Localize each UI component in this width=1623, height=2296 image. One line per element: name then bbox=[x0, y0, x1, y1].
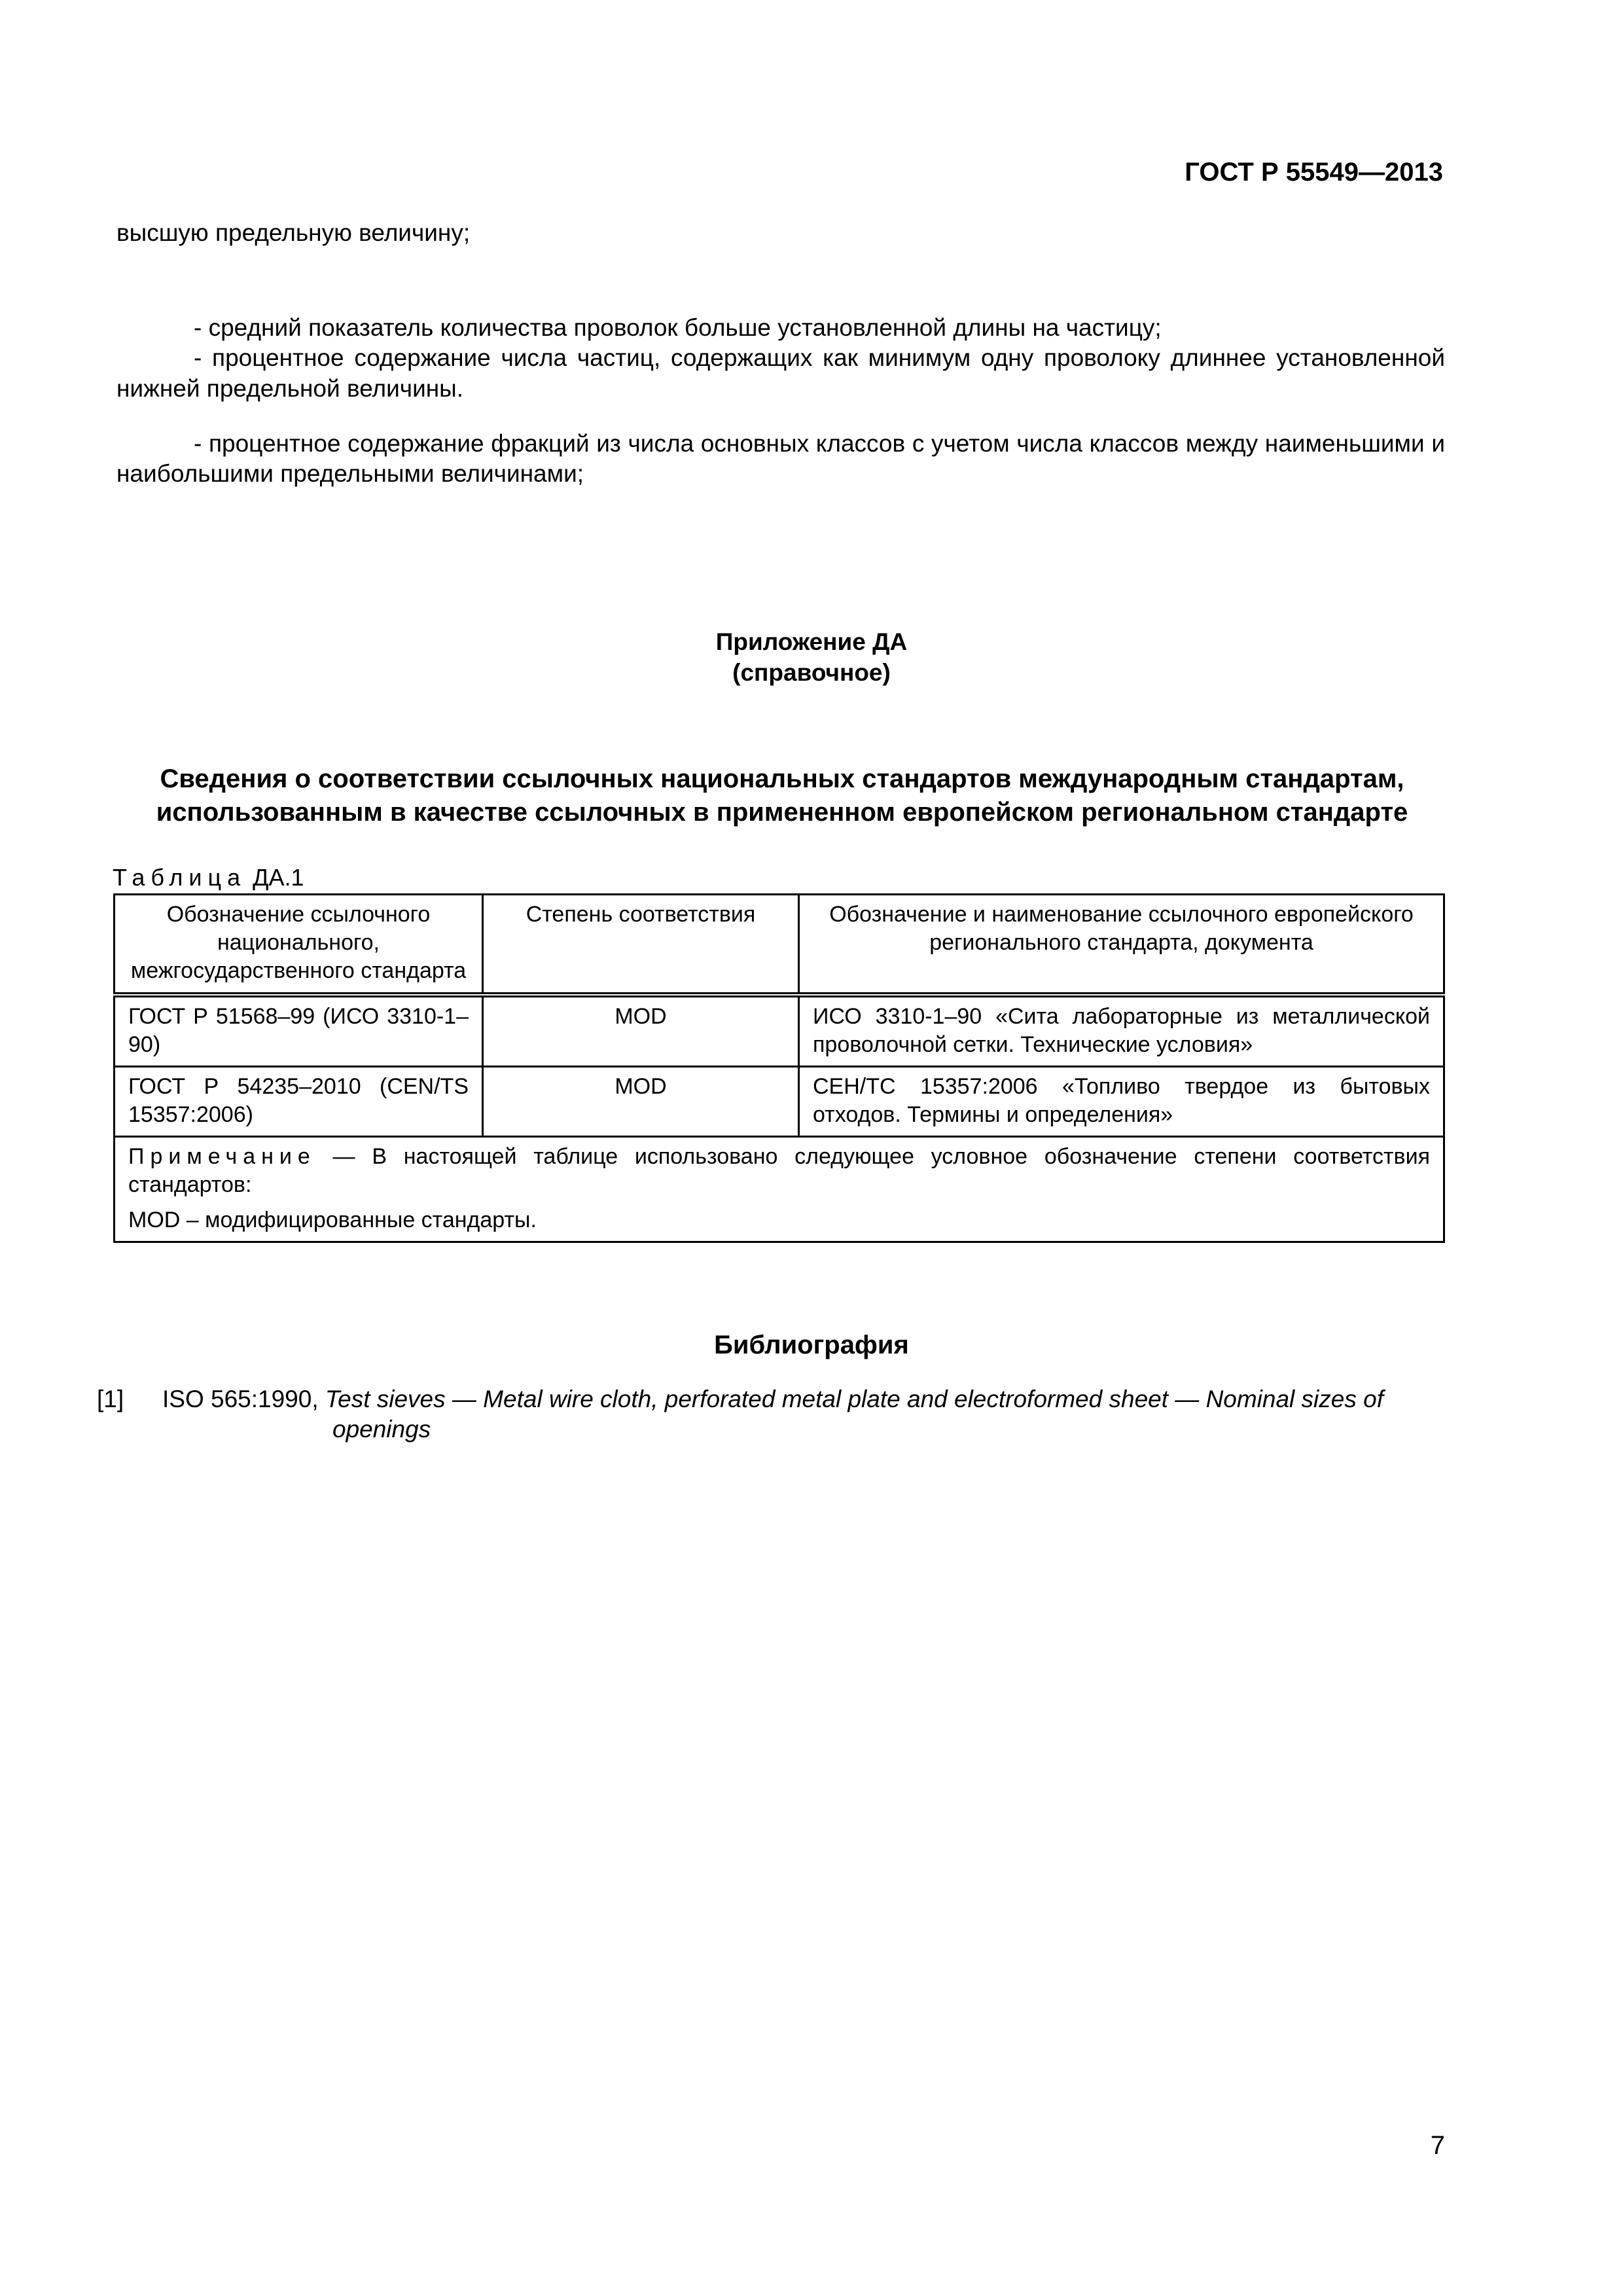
appendix-title-line: использованным в качестве ссылочных в примененном европейском региональном стандарте bbox=[156, 797, 1408, 827]
table-note bbox=[115, 1137, 1444, 1242]
cell-european: ИСО 3310-1–90 «Сита лабораторные из металлической проволочной сетки. Технические условия» bbox=[799, 995, 1444, 1067]
cell-degree: MOD bbox=[483, 1066, 799, 1136]
appendix-title-line: Сведения о соответствии ссылочных национальных стандартов международным стандартам, bbox=[160, 764, 1404, 793]
correspondence-table bbox=[113, 893, 1445, 1243]
table-header-row bbox=[115, 895, 1444, 995]
cell-national: ГОСТ Р 54235–2010 (CEN/TS 15357:2006) bbox=[115, 1066, 483, 1136]
document-id-header: ГОСТ Р 55549—2013 bbox=[1185, 158, 1443, 187]
criteria-list bbox=[116, 313, 1445, 489]
cell-national: ГОСТ Р 51568–99 (ИСО 3310-1–90) bbox=[115, 995, 483, 1067]
table-caption-word: Таблица bbox=[113, 864, 247, 891]
table-note-row bbox=[115, 1137, 1444, 1242]
cell-european: СЕН/ТС 15357:2006 «Топливо твердое из бытовых отходов. Термины и определения» bbox=[799, 1066, 1444, 1136]
table-caption-number: ДА.1 bbox=[246, 864, 304, 891]
appendix-heading bbox=[0, 627, 1623, 689]
note-paragraph bbox=[128, 1143, 1430, 1199]
table-caption bbox=[113, 863, 304, 892]
list-item: - средний показатель количества проволок больше установленной длины на частицу; bbox=[194, 314, 1162, 341]
bibliography-id: ISO 565:1990, bbox=[162, 1386, 319, 1412]
page-number: 7 bbox=[1430, 2131, 1445, 2160]
note-mod-definition: MOD – модифицированные стандарты. bbox=[128, 1207, 537, 1232]
bibliography-number: [1] bbox=[97, 1386, 124, 1412]
header-european-standard: Обозначение и наименование ссылочного европейского регионального стандарта, документа bbox=[799, 895, 1444, 995]
list-item: - процентное содержание фракций из числа основных классов с учетом числа классов между наименьшими и наибольшими предельными величинами; bbox=[116, 429, 1445, 487]
note-label: Примечание bbox=[128, 1144, 316, 1170]
appendix-title bbox=[105, 762, 1459, 829]
list-item: - процентное содержание числа частиц, содержащих как минимум одну проволоку длиннее установленной нижней предельной величины. bbox=[116, 344, 1445, 402]
appendix-kind: (справочное) bbox=[732, 658, 891, 686]
bibliography-title-line: Test sieves — Metal wire cloth, perforated metal plate and electroformed sheet — Nominal sizes of bbox=[325, 1386, 1383, 1412]
appendix-label: Приложение ДА bbox=[715, 628, 908, 655]
note-text: — В настоящей таблице использовано следующее условное обозначение степени соответствия стандартов: bbox=[128, 1144, 1430, 1198]
bibliography-text bbox=[162, 1384, 1445, 1414]
table-row bbox=[115, 995, 1444, 1067]
header-national-standard: Обозначение ссылочного национального, межгосударственного стандарта bbox=[115, 895, 483, 995]
cell-degree: MOD bbox=[483, 995, 799, 1067]
bibliography-title: Библиография bbox=[714, 1331, 909, 1359]
continuation-paragraph: высшую предельную величину; bbox=[116, 219, 471, 246]
header-degree: Степень соответствия bbox=[483, 895, 799, 995]
table-row bbox=[115, 1066, 1444, 1136]
bibliography-title-continuation: openings bbox=[332, 1416, 431, 1443]
